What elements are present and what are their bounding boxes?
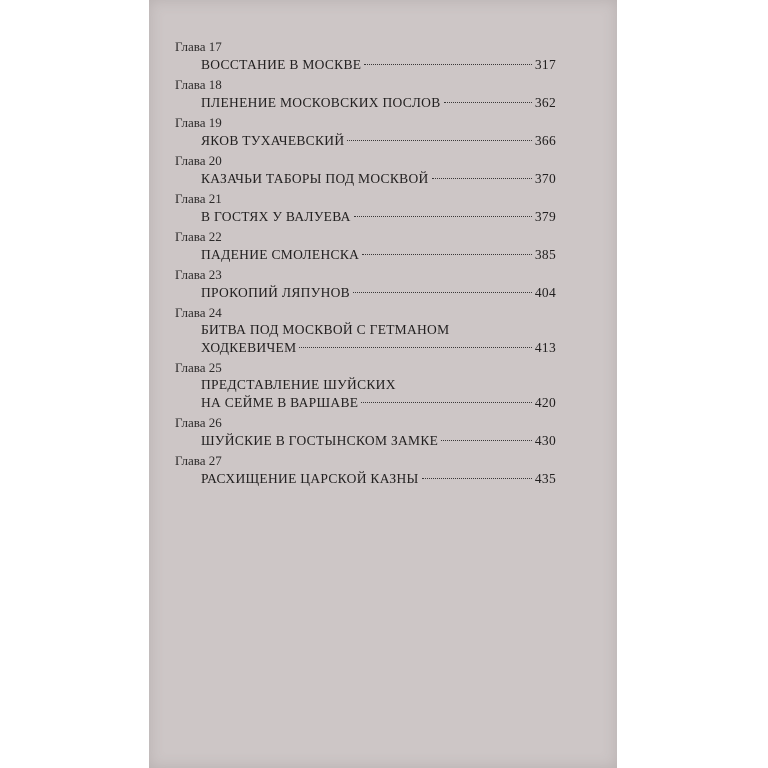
toc-entry-27: [175, 453, 556, 488]
page-number: 366: [534, 133, 556, 148]
chapter-title-line1: БИТВА ПОД МОСКВОЙ С ГЕТМАНОМ: [201, 322, 450, 337]
page-number: 370: [534, 171, 556, 186]
chapter-number: Глава 27: [175, 453, 222, 468]
chapter-number: Глава 17: [175, 39, 222, 54]
toc-entry-20: [175, 153, 556, 188]
dot-leader: [432, 178, 532, 179]
chapter-number: Глава 22: [175, 229, 222, 244]
toc-entry-26: [175, 415, 556, 450]
chapter-number: Глава 25: [175, 360, 222, 375]
dot-leader: [299, 347, 531, 348]
toc-entry-17: [175, 39, 556, 74]
chapter-title: ПРОКОПИЙ ЛЯПУНОВ: [201, 285, 350, 300]
chapter-title: В ГОСТЯХ У ВАЛУЕВА: [201, 209, 351, 224]
chapter-number: Глава 24: [175, 305, 222, 320]
dot-leader: [361, 402, 532, 403]
page-number: 317: [534, 57, 556, 72]
toc-entry-25: [175, 360, 556, 412]
page-number: 379: [534, 209, 556, 224]
toc-entry-19: [175, 115, 556, 150]
chapter-title: ЯКОВ ТУХАЧЕВСКИЙ: [201, 133, 345, 148]
chapter-number: Глава 20: [175, 153, 222, 168]
page-number: 435: [534, 471, 556, 486]
toc-entry-18: [175, 77, 556, 112]
dot-leader: [347, 140, 531, 141]
dot-leader: [441, 440, 532, 441]
page-number: 404: [534, 285, 556, 300]
dot-leader: [364, 64, 532, 65]
page-number: 430: [534, 433, 556, 448]
table-of-contents: [175, 39, 556, 491]
chapter-title-line2: НА СЕЙМЕ В ВАРШАВЕ: [201, 395, 359, 410]
dot-leader: [362, 254, 532, 255]
toc-entry-23: [175, 267, 556, 302]
book-page: [149, 0, 617, 768]
page-number: 420: [534, 395, 556, 410]
chapter-title-line2: ХОДКЕВИЧЕМ: [201, 340, 297, 355]
chapter-title: ВОССТАНИЕ В МОСКВЕ: [201, 57, 362, 72]
dot-leader: [444, 102, 532, 103]
chapter-title: ПЛЕНЕНИЕ МОСКОВСКИХ ПОСЛОВ: [201, 95, 441, 110]
dot-leader: [354, 216, 532, 217]
chapter-number: Глава 21: [175, 191, 222, 206]
page-number: 385: [534, 247, 556, 262]
chapter-number: Глава 26: [175, 415, 222, 430]
chapter-title: ПАДЕНИЕ СМОЛЕНСКА: [201, 247, 360, 262]
chapter-number: Глава 18: [175, 77, 222, 92]
dot-leader: [353, 292, 532, 293]
page-number: 362: [534, 95, 556, 110]
toc-entry-24: [175, 305, 556, 357]
chapter-number: Глава 19: [175, 115, 222, 130]
chapter-title: КАЗАЧЬИ ТАБОРЫ ПОД МОСКВОЙ: [201, 171, 429, 186]
toc-entry-22: [175, 229, 556, 264]
page-number: 413: [534, 340, 556, 355]
chapter-title: РАСХИЩЕНИЕ ЦАРСКОЙ КАЗНЫ: [201, 471, 419, 486]
chapter-title-line1: ПРЕДСТАВЛЕНИЕ ШУЙСКИХ: [201, 377, 396, 392]
chapter-title: ШУЙСКИЕ В ГОСТЫНСКОМ ЗАМКЕ: [201, 433, 439, 448]
chapter-number: Глава 23: [175, 267, 222, 282]
toc-entry-21: [175, 191, 556, 226]
dot-leader: [422, 478, 532, 479]
